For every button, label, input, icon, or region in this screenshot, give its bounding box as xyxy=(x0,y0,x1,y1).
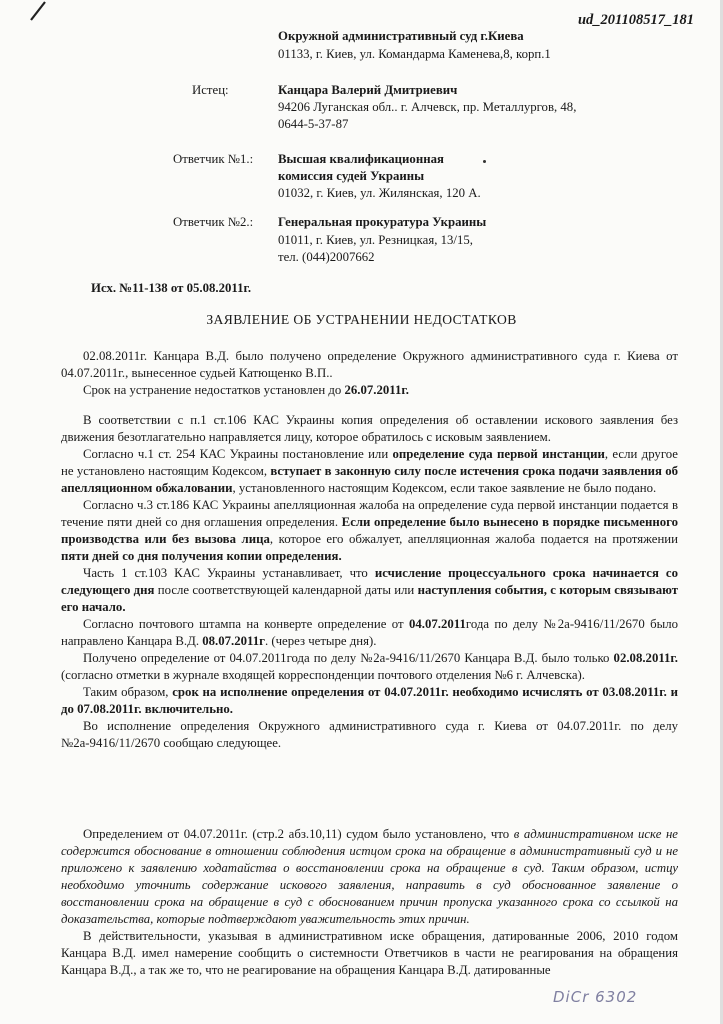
defendant2-label: Ответчик №2.: xyxy=(173,215,254,229)
paragraph-art103: Часть 1 ст.103 КАС Украины устанавливает, что исчисление процессуального срока начинается со следующего дня после соответствующей календарной даты или наступления события, с которым связывают его начало. xyxy=(61,566,678,614)
handwritten-note: DiCr 6302 xyxy=(553,988,638,1006)
paragraph-deadline: Срок на устранение недостатков установлен до 26.07.2011г. xyxy=(83,383,409,397)
pen-mark xyxy=(27,0,51,22)
court-name: Окружной административный суд г.Киева xyxy=(278,29,524,43)
document-title: ЗАЯВЛЕНИЕ ОБ УСТРАНЕНИИ НЕДОСТАТКОВ xyxy=(206,312,517,327)
document-id: ud_201108517_181 xyxy=(577,12,694,28)
intro-block xyxy=(61,348,678,399)
plaintiff-label: Истец: xyxy=(192,83,229,97)
defendant2-phone: тел. (044)2007662 xyxy=(278,250,375,264)
defendant2-address: 01011, г. Киев, ул. Резницкая, 13/15, xyxy=(278,233,473,247)
paragraph-term: Таким образом, срок на исполнение определения от 04.07.2011г. необходимо исчислять от 03.08.2011г. и до 07.08.2011г. включительно. xyxy=(61,685,678,716)
paragraph-postmark: Согласно почтового штампа на конверте определение от 04.07.2011года по делу №2а-9416/11/2670 было направлено Канцара В.Д. 08.07.2011г. (через четыре дня). xyxy=(61,617,678,648)
paragraph-execution: Во исполнение определения Окружного административного суда г. Киева от 04.07.2011г. по делу №2а-9416/11/2670 сообщаю следующее. xyxy=(61,719,678,750)
defendant1-address: 01032, г. Киев, ул. Жилянская, 120 А. xyxy=(278,186,481,200)
plaintiff-name: Канцара Валерий Дмитриевич xyxy=(278,83,458,97)
paragraph-actually: В действительности, указывая в административном иске обращения, датированные 2006, 2010 годом Канцара В.Д. имел намерение сообщить о системности Ответчиков в части не реагирования на обращения Канцара В.Д., а так же то, что не реагирование на обращения Канцара В.Д. датированные xyxy=(61,929,678,977)
legal-basis-block xyxy=(61,412,678,752)
paragraph-art254: Согласно ч.1 ст. 254 КАС Украины постановление или определение суда первой инстанции, если другое не установлено настоящим Кодексом, вступает в законную силу после истечения срока подачи заявления об апелляционном обжаловании, установленного настоящим Кодексом, если такое заявление не было подано. xyxy=(61,447,678,495)
defendant2-name: Генеральная прокуратура Украины xyxy=(278,215,487,229)
stray-dot xyxy=(483,160,486,163)
defendant1-name-line1: Высшая квалификационная xyxy=(278,152,444,166)
court-address: 01133, г. Киев, ул. Командарма Каменева,8, корп.1 xyxy=(278,47,551,61)
outgoing-number: Исх. №11-138 от 05.08.2011г. xyxy=(91,281,252,295)
paragraph-art106: В соответствии с п.1 ст.106 КАС Украины копия определения об оставлении искового заявления без движения безотлагательно направляется лицу, которое обратилось с исковым заявлением. xyxy=(61,413,678,444)
plaintiff-address: 94206 Луганская обл.. г. Алчевск, пр. Металлургов, 48, xyxy=(278,100,577,114)
paragraph-received-date: Получено определение от 04.07.2011года по делу №2а-9416/11/2670 Канцара В.Д. было только 02.08.2011г. (согласно отметки в журнале входящей корреспонденции почтового отделения №6 г. Алчевска). xyxy=(61,651,678,682)
paragraph-finding: Определением от 04.07.2011г. (стр.2 абз.10,11) судом было установлено, что в административном иске не содержится обоснование в отношении соблюдения истцом срока на обращение в административный суд и не приложено к заявлению ходатайства о восстановлении срока на обращение в суд. Таким образом, истцу необходимо уточнить содержание искового заявления, направить в суд обоснованное заявление о восстановлении срока на обращение в суд с обоснованием причин пропуска указанного срока со ссылкой на доказательства, которые подтверждают уважительность этих причин. xyxy=(61,827,678,926)
defendant1-name-line2: комиссия судей Украины xyxy=(278,169,425,183)
paragraph-received: 02.08.2011г. Канцара В.Д. было получено определение Окружного административного суда г. Киева от 04.07.2011г., вынесенное судьей Катющенко В.П.. xyxy=(61,349,678,380)
paragraph-art186: Согласно ч.3 ст.186 КАС Украины апелляционная жалоба на определение суда первой инстанции подается в течение пяти дней со дня оглашения определения. Если определение было вынесено в порядке письменного производства или без вызова лица, которое его обжалует, апелляционная жалоба подается на протяжении пяти дней со дня получения копии определения. xyxy=(61,498,679,563)
finding-block xyxy=(61,826,678,979)
plaintiff-phone: 0644-5-37-87 xyxy=(278,117,349,131)
defendant1-label: Ответчик №1.: xyxy=(173,152,254,166)
